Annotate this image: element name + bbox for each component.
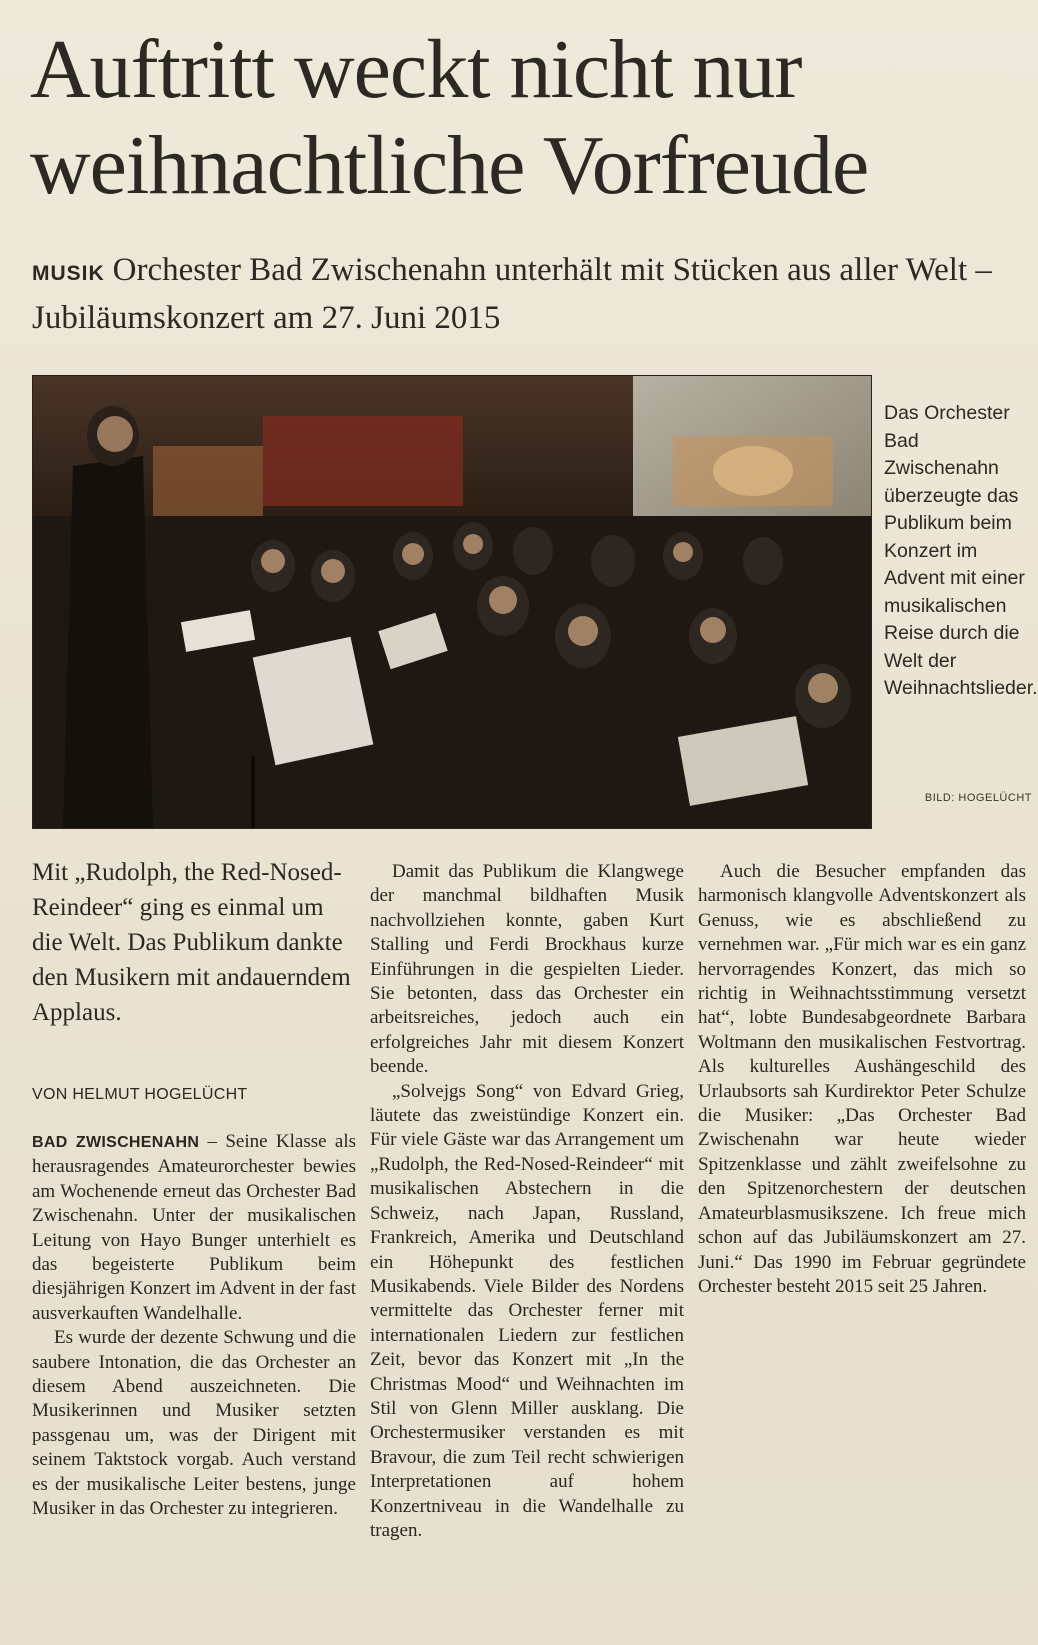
photo-credit: BILD: HOGELÜCHT [924, 792, 1032, 804]
headline: Auftritt weckt nicht nur weihnachtliche Vorfreude [30, 23, 869, 212]
article-column-1 [32, 1130, 356, 1522]
subheadline-block [32, 248, 1012, 340]
photo-caption: Das Orchester Bad Zwischenahn überzeugte das Publikum beim Konzert im Advent mit einer musikalischen Reise durch die Welt der Weihnachtslieder. [884, 402, 1038, 699]
orchestra-photo [32, 375, 872, 829]
dateline: BAD ZWISCHENAHN [32, 1134, 200, 1151]
article-paragraph-3: Damit das Publikum die Klangwege der manchmal bildhaften Musik nachvollziehen konnte, gaben Kurt Stalling und Ferdi Brockhaus kurze Einführungen in die gespielten Lieder. Sie betonten, dass das Orchester ein arbeitsreiches, jedoch auch ein erfolgreiches Jahr mit diesem Konzert beende. [370, 861, 684, 1078]
article-column-2 [370, 860, 684, 1543]
kicker: MUSIK [32, 262, 105, 285]
byline: VON HELMUT HOGELÜCHT [32, 1086, 248, 1103]
article-paragraph-1-text: Seine Klasse als herausragendes Amateurorchester bewies am Wochenende erneut das Orchester Bad Zwischenahn. Unter der musikalischen Leitung von Hayo Bunger unterhielt es das begeisterte Publikum beim diesjährigen Konzert im Advent in der fast ausverkauften Wandelhalle. [32, 1131, 356, 1324]
subheadline: Orchester Bad Zwischenahn unterhält mit Stücken aus aller Welt – Jubiläumskonzert am 27. Juni 2015 [32, 252, 992, 336]
article-paragraph-5: Auch die Besucher empfanden das harmonisch klangvolle Adventskonzert als Genuss, wie es abschließend zu vernehmen war. „Für mich war es ein ganz hervorragendes Konzert, das mich so richtig in Weihnachtsstimmung versetzt hat“, lobte Bundesabgeordnete Barbara Woltmann den musikalischen Festvortrag. Als kulturelles Aushängeschild des Urlaubsorts sah Kurdirektor Peter Schulze die Musiker: „Das Orchester Bad Zwischenahn war heute wieder Spitzenklasse und zählt zweifelsohne zu den Spitzenorchestern der deutschen Amateurblasmusikszene. Ich freue mich schon auf das Jubiläumskonzert am 27. Juni.“ Das 1990 im Februar gegründete Orchester besteht 2015 seit 25 Jahren. [698, 861, 1026, 1297]
article-paragraph-4: „Solvejgs Song“ von Edvard Grieg, läutete das zweistündige Konzert ein. Für viele Gäste war das Arrangement um „Rudolph, the Red-Nosed-Reindeer“ mit musikalischen Abstechern in die Schweiz, nach Japan, Russland, Frankreich, Amerika und Deutschland ein Höhepunkt des festlichen Musikabends. Viele Bilder des Nordens vermittelte das Orchester ferner mit internationalen Liedern zur festlichen Zeit, bevor das Konzert mit „In the Christmas Mood“ und Weihnachten im Stil von Glenn Miller ausklang. Die Orchestermusiker verstanden es mit Bravour, die zum Teil recht schwierigen Interpretationen auf hohem Konzertniveau in die Wandelhalle zu tragen. [370, 1080, 684, 1541]
intro-text: Mit „Rudolph, the Red-Nosed-Reindeer“ ging es einmal um die Welt. Das Publikum dankte den Musikern mit andauerndem Applaus. [32, 859, 351, 1026]
article-column-3 [698, 860, 1026, 1299]
article-paragraph-2: Es wurde der dezente Schwung und die saubere Intonation, die das Orchester an diesem Abend auszeichneten. Die Musikerinnen und Musiker setzten passgenau um, was der Dirigent mit seinem Taktstock vorgab. Auch verstand es der musikalische Leiter bestens, junge Musiker in das Orchester zu integrieren. [32, 1327, 356, 1520]
orchestra-photo-illustration [33, 376, 871, 828]
article-paragraph-1: BAD ZWISCHENAHN – Seine Klasse als herausragendes Amateurorchester bewies am Wochenende erneut das Orchester Bad Zwischenahn. Unter der musikalischen Leitung von Hayo Bunger unterhielt es das begeisterte Publikum beim diesjährigen Konzert im Advent in der fast ausverkauften Wandelhalle. [32, 1131, 356, 1324]
